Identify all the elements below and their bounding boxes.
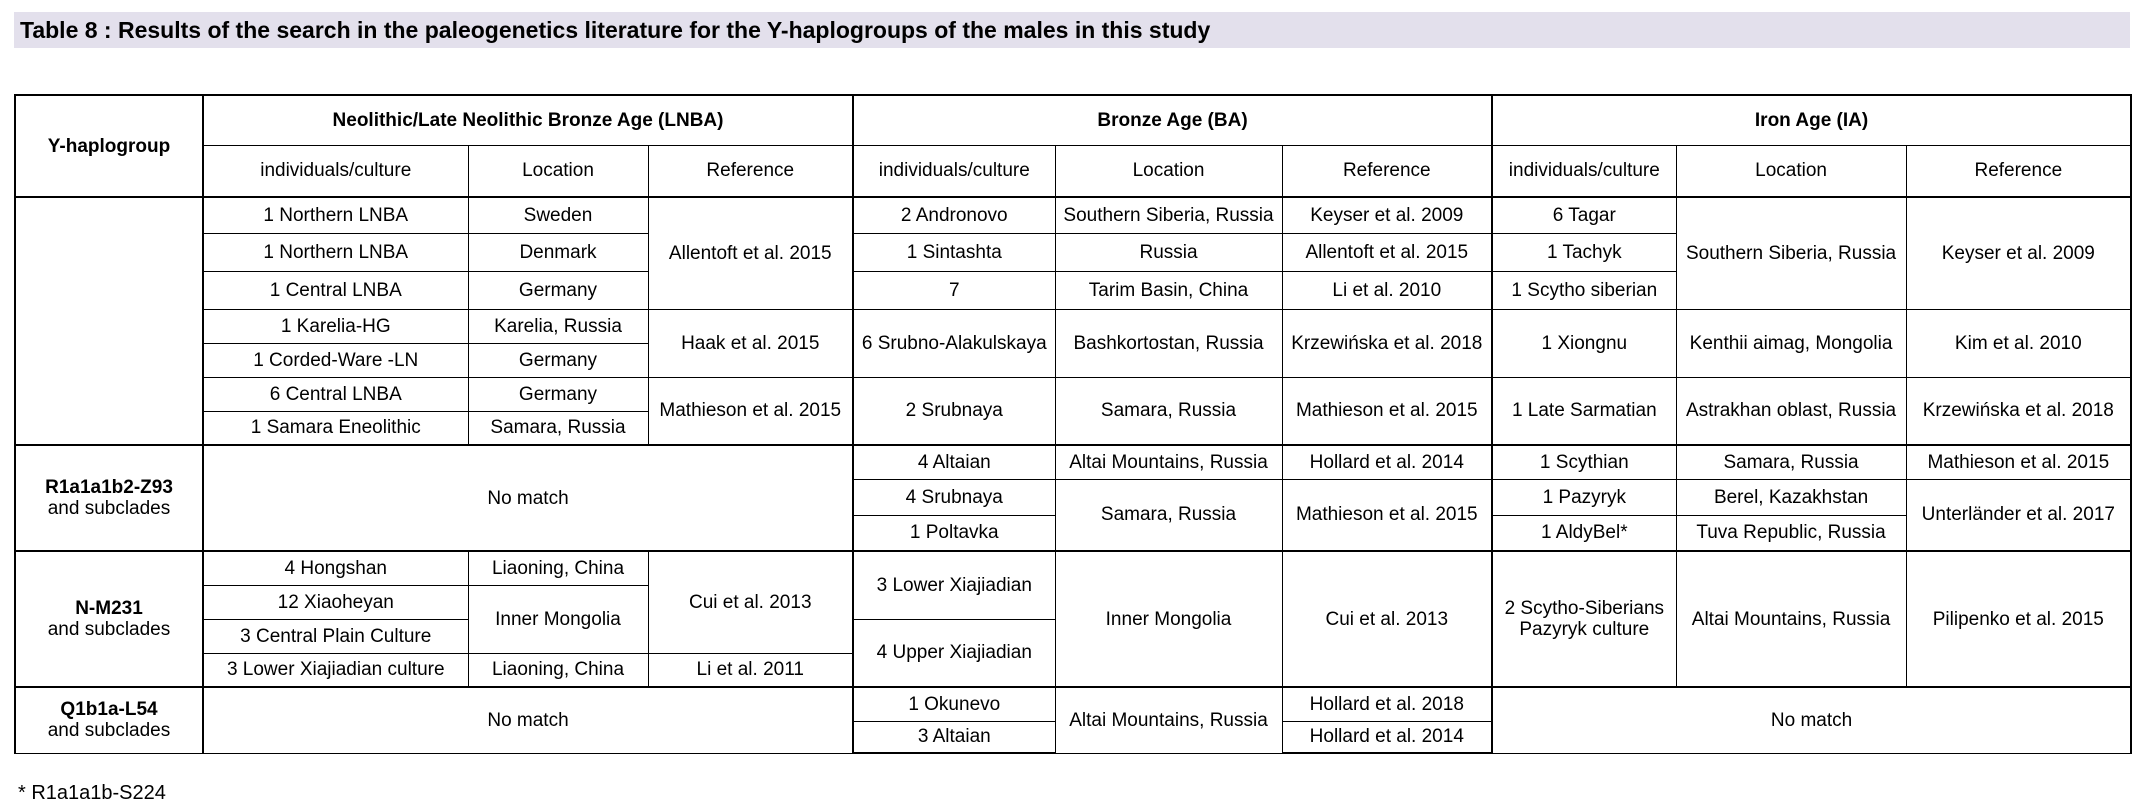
- culture-cell: 3 Central Plain Culture: [203, 619, 468, 653]
- location-cell: Southern Siberia, Russia: [1676, 197, 1906, 309]
- reference-cell: Cui et al. 2013: [648, 551, 853, 653]
- header-row-columns: [15, 145, 2131, 197]
- culture-cell: 1 Poltavka: [853, 515, 1055, 551]
- culture-cell: 1 Scytho siberian: [1492, 271, 1676, 309]
- header-col-location: Location: [468, 145, 648, 197]
- location-cell: Liaoning, China: [468, 551, 648, 585]
- reference-cell: Cui et al. 2013: [1282, 551, 1492, 687]
- reference-cell: Unterländer et al. 2017: [1906, 479, 2131, 551]
- footnote: * R1a1a1b-S224: [18, 782, 166, 804]
- culture-cell: 1 Okunevo: [853, 687, 1055, 721]
- header-col-reference: Reference: [648, 145, 853, 197]
- header-col-reference: Reference: [1906, 145, 2131, 197]
- header-col-location: Location: [1676, 145, 1906, 197]
- reference-cell: Mathieson et al. 2015: [1906, 445, 2131, 479]
- location-cell: Altai Mountains, Russia: [1055, 445, 1282, 479]
- culture-cell: 1 Sintashta: [853, 233, 1055, 271]
- culture-cell: 4 Hongshan: [203, 551, 468, 585]
- culture-cell: 2 Andronovo: [853, 197, 1055, 233]
- no-match-cell: No match: [1492, 687, 2131, 753]
- culture-cell: 1 Xiongnu: [1492, 309, 1676, 377]
- reference-cell: Pilipenko et al. 2015: [1906, 551, 2131, 687]
- header-period-lnba: Neolithic/Late Neolithic Bronze Age (LNBA): [203, 95, 853, 145]
- location-cell: Germany: [468, 377, 648, 411]
- culture-cell: 3 Lower Xiajiadian: [853, 551, 1055, 619]
- culture-line: 2 Scytho-Siberians: [1504, 598, 1665, 619]
- reference-cell: Haak et al. 2015: [648, 309, 853, 377]
- header-col-location: Location: [1055, 145, 1282, 197]
- results-table: [14, 94, 2132, 754]
- location-cell: Russia: [1055, 233, 1282, 271]
- haplogroup-subclades: and subclades: [47, 619, 171, 640]
- reference-cell: Li et al. 2011: [648, 653, 853, 687]
- haplogroup-name: N-M231: [75, 598, 143, 619]
- reference-cell: Hollard et al. 2018: [1282, 687, 1492, 721]
- location-cell: Berel, Kazakhstan: [1676, 479, 1906, 515]
- location-cell: Germany: [468, 271, 648, 309]
- header-period-ba: Bronze Age (BA): [853, 95, 1492, 145]
- reference-cell: Keyser et al. 2009: [1282, 197, 1492, 233]
- location-cell: Altai Mountains, Russia: [1676, 551, 1906, 687]
- culture-cell: 1 Tachyk: [1492, 233, 1676, 271]
- culture-cell: 1 AldyBel*: [1492, 515, 1676, 551]
- culture-cell: 1 Northern LNBA: [203, 197, 468, 233]
- table-row: [15, 197, 2131, 233]
- header-col-culture: individuals/culture: [203, 145, 468, 197]
- location-cell: Denmark: [468, 233, 648, 271]
- location-cell: Samara, Russia: [1676, 445, 1906, 479]
- location-cell: Samara, Russia: [1055, 377, 1282, 445]
- location-cell: Bashkortostan, Russia: [1055, 309, 1282, 377]
- culture-cell: 12 Xiaoheyan: [203, 585, 468, 619]
- culture-cell: 6 Srubno-Alakulskaya: [853, 309, 1055, 377]
- haplogroup-name: Q1b1a-L54: [60, 699, 158, 721]
- reference-cell: Krzewińska et al. 2018: [1282, 309, 1492, 377]
- reference-cell: Hollard et al. 2014: [1282, 445, 1492, 479]
- reference-cell: Krzewińska et al. 2018: [1906, 377, 2131, 445]
- haplogroup-subclades: and subclades: [47, 498, 171, 519]
- culture-cell: 1 Corded-Ware -LN: [203, 343, 468, 377]
- location-cell: Southern Siberia, Russia: [1055, 197, 1282, 233]
- no-match-cell: No match: [203, 687, 853, 753]
- culture-cell: 1 Northern LNBA: [203, 233, 468, 271]
- location-cell: Sweden: [468, 197, 648, 233]
- location-cell: Astrakhan oblast, Russia: [1676, 377, 1906, 445]
- location-cell: Tarim Basin, China: [1055, 271, 1282, 309]
- reference-cell: Mathieson et al. 2015: [1282, 377, 1492, 445]
- header-period-ia: Iron Age (IA): [1492, 95, 2131, 145]
- header-col-reference: Reference: [1282, 145, 1492, 197]
- location-cell: Altai Mountains, Russia: [1055, 687, 1282, 753]
- reference-cell: Allentoft et al. 2015: [648, 197, 853, 309]
- location-cell: Liaoning, China: [468, 653, 648, 687]
- location-cell: Germany: [468, 343, 648, 377]
- culture-cell: 6 Tagar: [1492, 197, 1676, 233]
- culture-cell: 4 Srubnaya: [853, 479, 1055, 515]
- culture-cell: 6 Central LNBA: [203, 377, 468, 411]
- table-row: [15, 377, 2131, 411]
- location-cell: Inner Mongolia: [468, 585, 648, 653]
- table-title: Table 8 : Results of the search in the paleogenetics literature for the Y-haplogroups of the males in this study: [20, 16, 1211, 43]
- reference-cell: Kim et al. 2010: [1906, 309, 2131, 377]
- culture-cell: 1 Late Sarmatian: [1492, 377, 1676, 445]
- culture-line: Pazyryk culture: [1519, 619, 1650, 640]
- table-title-bar: [14, 12, 2130, 48]
- culture-cell: 1 Central LNBA: [203, 271, 468, 309]
- location-cell: Samara, Russia: [468, 411, 648, 445]
- location-cell: Karelia, Russia: [468, 309, 648, 343]
- reference-cell: Hollard et al. 2014: [1282, 721, 1492, 753]
- haplogroup-cell: [15, 551, 203, 687]
- culture-cell: 4 Upper Xiajiadian: [853, 619, 1055, 687]
- culture-cell: 1 Scythian: [1492, 445, 1676, 479]
- haplogroup-cell: [15, 687, 203, 753]
- culture-cell: 4 Altaian: [853, 445, 1055, 479]
- table-row: [15, 309, 2131, 343]
- location-cell: Tuva Republic, Russia: [1676, 515, 1906, 551]
- reference-cell: Mathieson et al. 2015: [648, 377, 853, 445]
- reference-cell: Allentoft et al. 2015: [1282, 233, 1492, 271]
- culture-cell: 7: [853, 271, 1055, 309]
- location-cell: Kenthii aimag, Mongolia: [1676, 309, 1906, 377]
- culture-cell: 3 Altaian: [853, 721, 1055, 753]
- culture-cell: 1 Karelia-HG: [203, 309, 468, 343]
- haplogroup-subclades: and subclades: [47, 720, 171, 742]
- culture-cell: 1 Samara Eneolithic: [203, 411, 468, 445]
- header-col-culture: individuals/culture: [1492, 145, 1676, 197]
- header-row-periods: [15, 95, 2131, 145]
- no-match-cell: No match: [203, 445, 853, 551]
- location-cell: Samara, Russia: [1055, 479, 1282, 551]
- location-cell: Inner Mongolia: [1055, 551, 1282, 687]
- reference-cell: Mathieson et al. 2015: [1282, 479, 1492, 551]
- culture-cell: 2 Srubnaya: [853, 377, 1055, 445]
- culture-cell: 3 Lower Xiajiadian culture: [203, 653, 468, 687]
- haplogroup-cell: [15, 197, 203, 445]
- haplogroup-name: R1a1a1b2-Z93: [45, 477, 173, 498]
- header-y-haplogroup: Y-haplogroup: [15, 95, 203, 197]
- reference-cell: Keyser et al. 2009: [1906, 197, 2131, 309]
- header-col-culture: individuals/culture: [853, 145, 1055, 197]
- reference-cell: Li et al. 2010: [1282, 271, 1492, 309]
- culture-cell: [1492, 551, 1676, 687]
- table-row: [15, 687, 2131, 721]
- culture-cell: 1 Pazyryk: [1492, 479, 1676, 515]
- haplogroup-cell: [15, 445, 203, 551]
- table-row: [15, 445, 2131, 479]
- table-row: [15, 551, 2131, 585]
